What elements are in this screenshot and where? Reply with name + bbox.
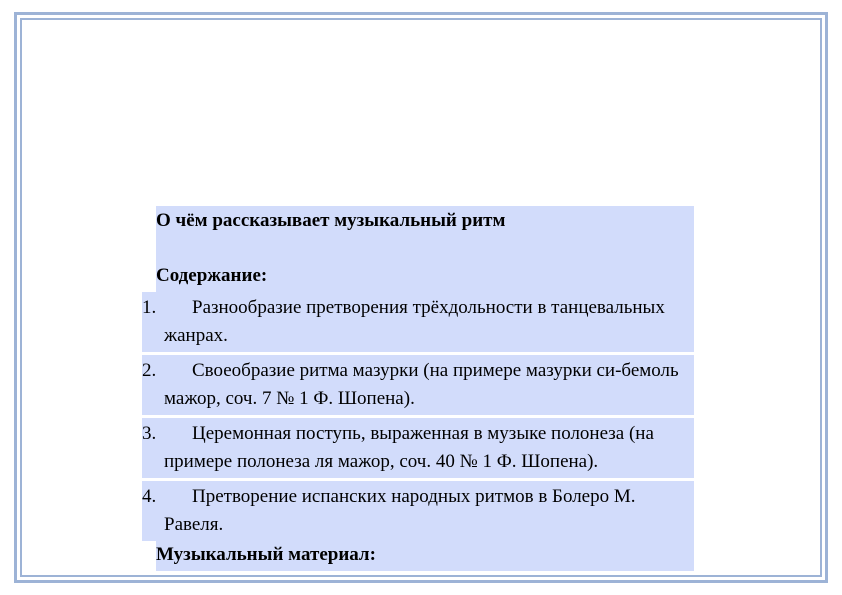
list-item-text: Церемонная поступь, выраженная в музыке полонеза (на примере полонеза ля мажор, соч. 40 № 1 Ф. Шопена). [164, 423, 654, 472]
list-item-text: Своеобразие ритма мазурки (на примере мазурки си-бемоль мажор, соч. 7 № 1 Ф. Шопена). [164, 360, 679, 409]
list-item [142, 355, 694, 415]
list-item-number: 1. [142, 297, 157, 318]
list-item-number: 4. [142, 486, 157, 507]
list-item-number: 3. [142, 423, 157, 444]
list-item-text: Претворение испанских народных ритмов в Болеро М. Равеля. [164, 486, 636, 535]
list-item [142, 481, 694, 541]
list-item-text: Разнообразие претворения трёхдольности в танцевальных жанрах. [164, 297, 665, 346]
list-item [142, 418, 694, 478]
list-item-number: 2. [142, 360, 157, 381]
contents-list [142, 292, 694, 541]
spacer [156, 242, 694, 262]
list-item [142, 292, 694, 352]
contents-heading: Содержание: [156, 262, 694, 292]
document-content [142, 206, 694, 571]
material-heading: Музыкальный материал: [156, 541, 694, 571]
document-title: О чём рассказывает музыкальный ритм [156, 206, 694, 242]
